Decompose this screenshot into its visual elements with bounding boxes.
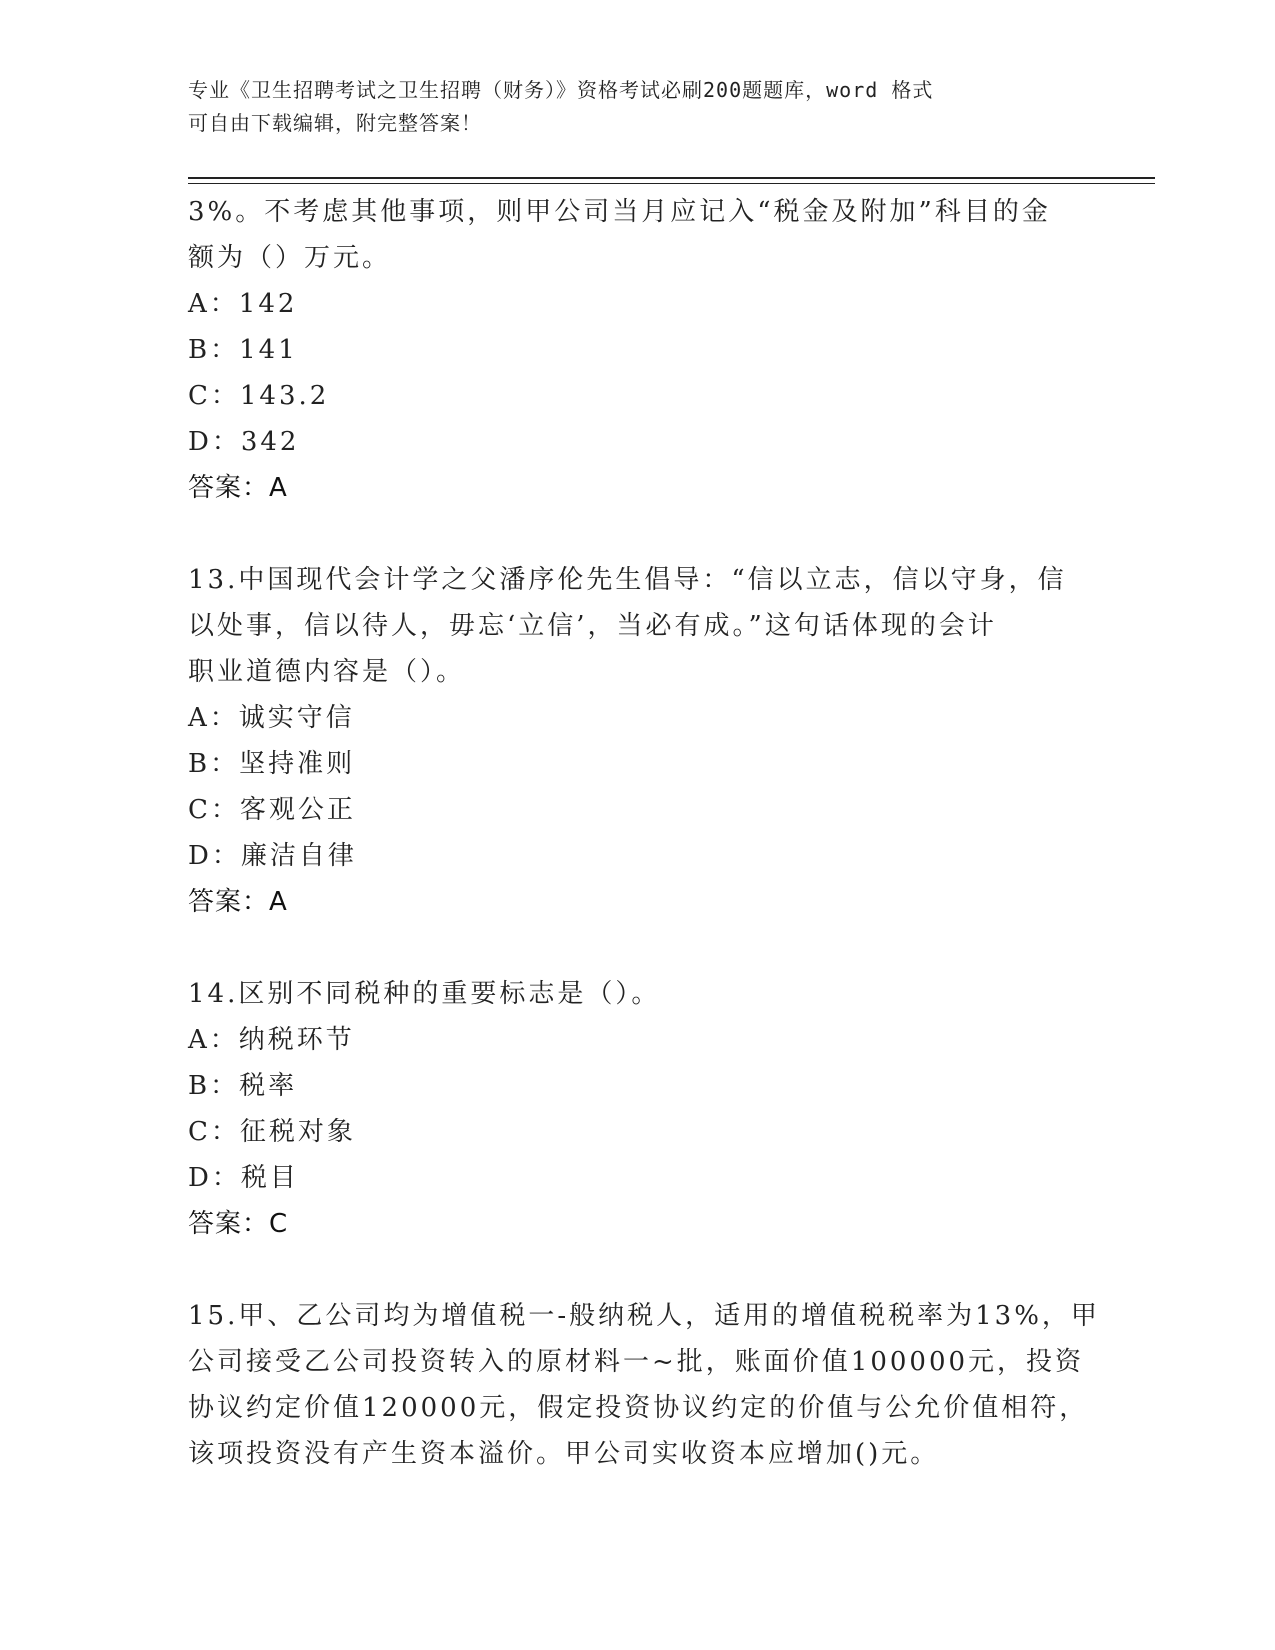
- question-text-line: 以处事，信以待人，毋忘‘立信’，当必有成。”这句话体现的会计: [188, 611, 997, 641]
- answer-label: 答案：C: [188, 1209, 289, 1239]
- question-block-15: [188, 1293, 1100, 1477]
- option-d: D：廉洁自律: [188, 841, 357, 871]
- question-block-13: [188, 557, 1088, 925]
- question-text-line: 15.甲、乙公司均为增值税一-般纳税人，适用的增值税税率为13%，甲: [188, 1301, 1100, 1331]
- header-rule-thin: [188, 183, 1155, 184]
- option-a: A：诚实守信: [188, 703, 355, 733]
- question-text-line: 该项投资没有产生资本溢价。甲公司实收资本应增加()元。: [188, 1439, 940, 1469]
- option-a: A：纳税环节: [188, 1025, 355, 1055]
- question-text-line: 额为（）万元。: [188, 243, 392, 273]
- header-line-2: 可自由下载编辑，附完整答案！: [188, 111, 482, 135]
- answer-label: 答案：A: [188, 473, 288, 503]
- option-b: B：141: [188, 335, 298, 365]
- question-text-line: 公司接受乙公司投资转入的原材料一~批，账面价值100000元，投资: [188, 1347, 1085, 1377]
- option-c: C：客观公正: [188, 795, 356, 825]
- header-rule-thick: [188, 177, 1155, 179]
- question-text-line: 协议约定价值120000元，假定投资协议约定的价值与公允价值相符，: [188, 1393, 1089, 1423]
- option-b: B：税率: [188, 1071, 298, 1101]
- option-b: B：坚持准则: [188, 749, 356, 779]
- question-text-line: 3%。不考虑其他事项，则甲公司当月应记入“税金及附加”科目的金: [188, 197, 1051, 227]
- option-d: D：342: [188, 427, 300, 457]
- document-body: [188, 189, 1100, 1477]
- option-a: A：142: [188, 289, 298, 319]
- question-block-14: [188, 971, 1088, 1247]
- question-text-line: 13.中国现代会计学之父潘序伦先生倡导：“信以立志，信以守身，信: [188, 565, 1067, 595]
- document-header: [188, 74, 1088, 140]
- question-block-12: [188, 189, 1088, 511]
- question-text-line: 14.区别不同税种的重要标志是（）。: [188, 979, 661, 1009]
- option-c: C：征税对象: [188, 1117, 356, 1147]
- question-text-line: 职业道德内容是（）。: [188, 657, 466, 687]
- header-line-1: 专业《卫生招聘考试之卫生招聘（财务）》资格考试必刷200题题库，word 格式: [188, 78, 934, 102]
- option-c: C：143.2: [188, 381, 330, 411]
- answer-label: 答案：A: [188, 887, 288, 917]
- option-d: D：税目: [188, 1163, 299, 1193]
